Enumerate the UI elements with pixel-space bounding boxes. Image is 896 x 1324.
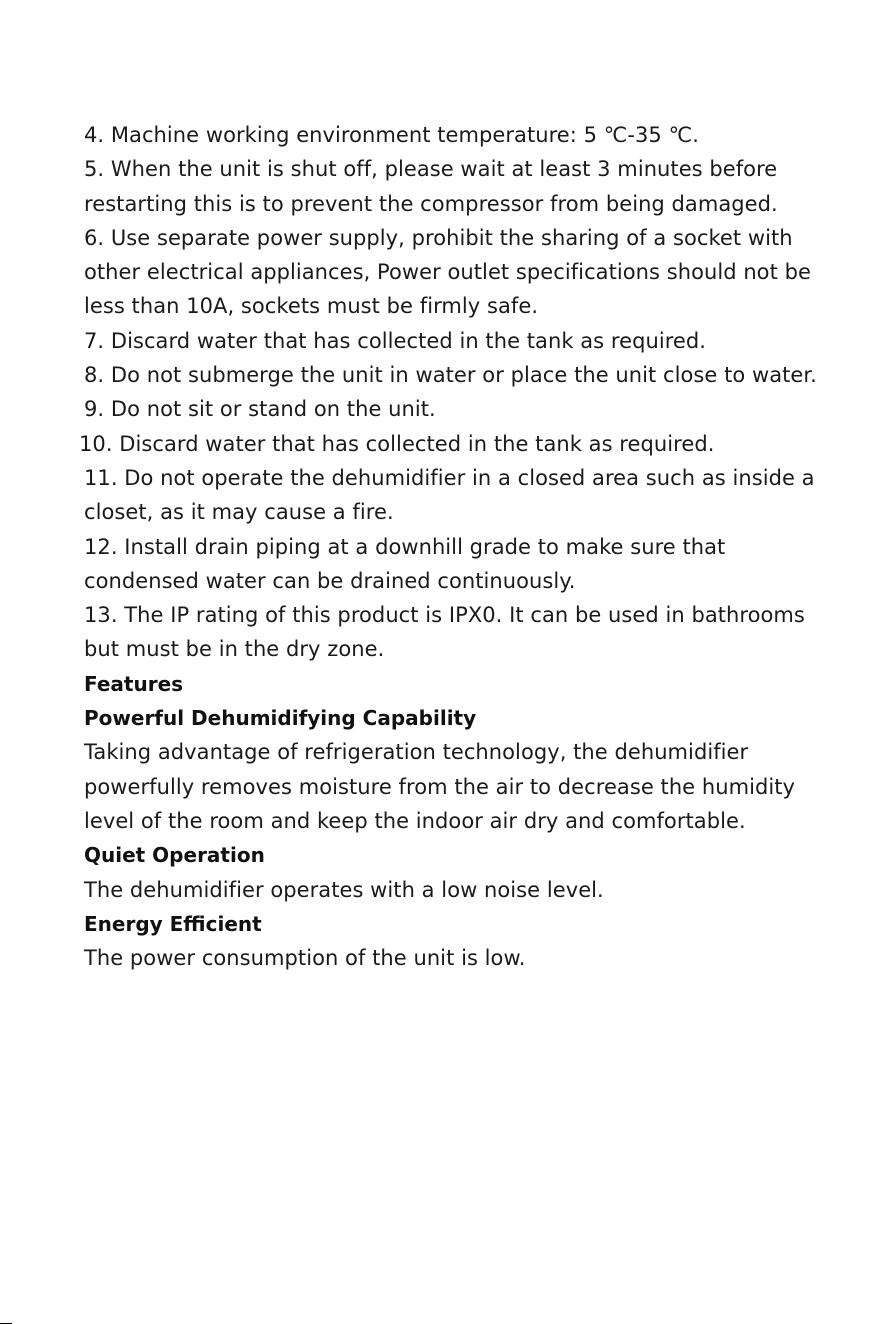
note-item-11: [84, 461, 844, 530]
feature-heading: Quiet Operation: [84, 843, 265, 868]
feature-line: powerfully removes moisture from the air to decrease the humidity: [84, 774, 796, 799]
note-item-6: [84, 221, 844, 324]
feature-line: Taking advantage of refrigeration technology, the dehumidifier: [84, 740, 749, 765]
note-line: but must be in the dry zone.: [84, 637, 385, 662]
note-item-5: [84, 152, 844, 221]
note-item-4: [84, 118, 844, 152]
feature-quiet-operation: [84, 838, 844, 907]
note-item-10: [79, 427, 844, 461]
safety-notes-list: [79, 118, 844, 667]
note-line: 9. Do not sit or stand on the unit.: [84, 397, 436, 422]
note-item-8: [84, 358, 844, 392]
note-line: less than 10A, sockets must be firmly safe.: [84, 294, 539, 319]
note-item-12: [84, 530, 844, 599]
feature-line: level of the room and keep the indoor air dry and comfortable.: [84, 808, 746, 833]
note-line: other electrical appliances, Power outlet specifications should not be: [84, 260, 811, 285]
feature-heading: Powerful Dehumidifying Capability: [84, 706, 477, 731]
note-item-7: [84, 324, 844, 358]
features-title: Features: [84, 671, 184, 696]
note-line: closet, as it may cause a fire.: [84, 500, 394, 525]
features-section: [84, 667, 844, 976]
note-line: 5. When the unit is shut off, please wait at least 3 minutes before: [84, 157, 778, 182]
note-line: 6. Use separate power supply, prohibit the sharing of a socket with: [84, 225, 793, 250]
feature-dehumidifying: [84, 701, 844, 838]
note-line: 8. Do not submerge the unit in water or place the unit close to water.: [84, 363, 817, 388]
note-item-13: [84, 598, 844, 667]
feature-energy-efficient: [84, 907, 844, 976]
manual-page: [79, 118, 844, 975]
note-line: 7. Discard water that has collected in the tank as required.: [84, 328, 707, 353]
feature-heading: Energy Efficient: [84, 911, 262, 936]
note-line: condensed water can be drained continuously.: [84, 568, 576, 593]
feature-line: The dehumidifier operates with a low noise level.: [84, 877, 604, 902]
note-line: 10. Discard water that has collected in the tank as required.: [79, 431, 715, 456]
note-line: 11. Do not operate the dehumidifier in a closed area such as inside a: [84, 465, 815, 490]
feature-line: The power consumption of the unit is low.: [84, 946, 526, 971]
note-line: restarting this is to prevent the compressor from being damaged.: [84, 191, 778, 216]
note-line: 12. Install drain piping at a downhill grade to make sure that: [84, 534, 726, 559]
note-item-9: [84, 392, 844, 426]
note-line: 13. The IP rating of this product is IPX0. It can be used in bathrooms: [84, 603, 805, 628]
note-line: 4. Machine working environment temperature: 5 ℃-35 ℃.: [84, 123, 699, 147]
